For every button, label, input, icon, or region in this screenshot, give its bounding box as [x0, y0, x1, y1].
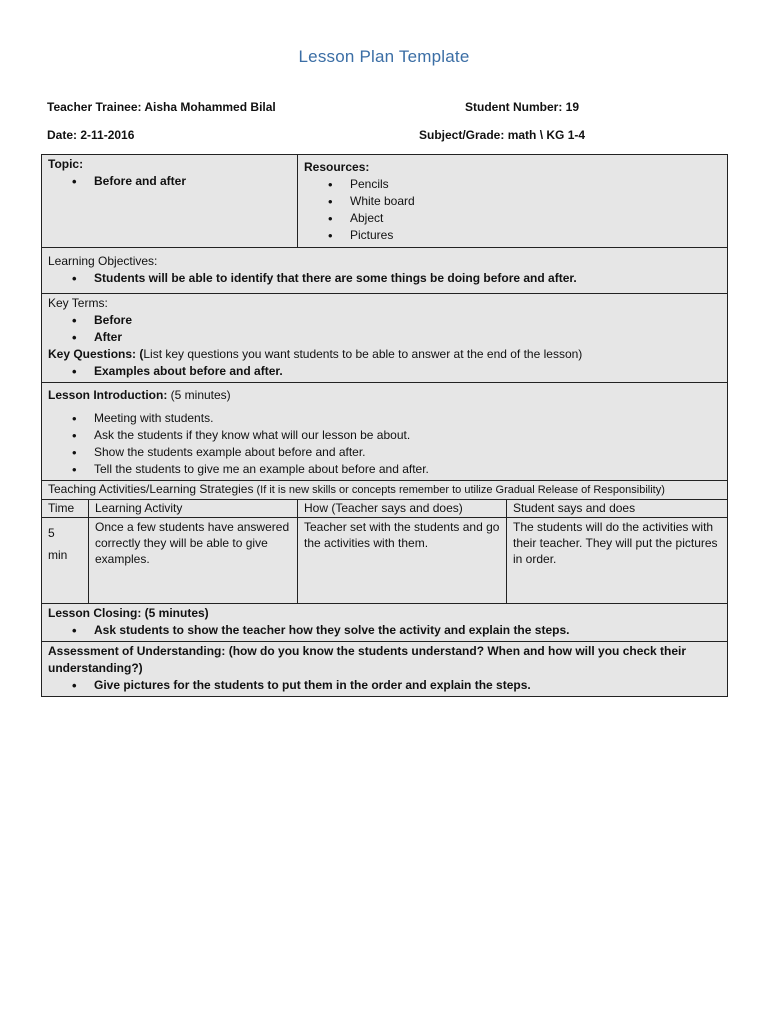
teacher-cell: Teacher set with the students and go the activities with them. [298, 518, 507, 604]
activities-header-row [42, 481, 728, 500]
activity-row [42, 518, 728, 604]
objectives-cell [42, 248, 728, 294]
resources-cell [298, 155, 728, 248]
key-terms-label: Key Terms: [48, 296, 108, 310]
key-terms-row [42, 294, 728, 383]
objectives-row [42, 248, 728, 294]
assessment-list [48, 677, 721, 694]
key-questions-list [48, 363, 721, 380]
resources-label: Resources: [304, 160, 370, 174]
list-item: • Pencils [350, 176, 721, 193]
list-item: • White board [350, 193, 721, 210]
lesson-plan-table [41, 154, 728, 697]
subject-grade: Subject/Grade: math \ KG 1-4 [419, 128, 586, 142]
list-item: • After [94, 329, 721, 346]
topic-cell [42, 155, 298, 248]
closing-row [42, 604, 728, 642]
list-item: • Show the students example about before and after. [94, 444, 721, 461]
teacher-header: How (Teacher says and does) [298, 500, 507, 518]
key-questions-note: List key questions you want students to be able to answer at the end of the lesson) [143, 347, 583, 361]
assessment-row [42, 642, 728, 697]
closing-cell [42, 604, 728, 642]
list-item: • Pictures [350, 227, 721, 244]
objectives-label: Learning Objectives: [48, 254, 158, 268]
objectives-list [48, 270, 721, 287]
page-title: Lesson Plan Template [298, 47, 470, 66]
introduction-duration: (5 minutes) [167, 388, 231, 402]
list-item: • Tell the students to give me an example about before and after. [94, 461, 721, 478]
introduction-line [48, 387, 721, 404]
list-item: • Meeting with students. [94, 410, 721, 427]
activities-note: (If it is new skills or concepts remember to utilize Gradual Release of Responsibility) [253, 484, 665, 496]
topic-list [48, 173, 291, 190]
lesson-date: Date: 2-11-2016 [47, 128, 135, 142]
introduction-row [42, 383, 728, 481]
student-header: Student says and does [507, 500, 728, 518]
closing-list [48, 622, 721, 639]
learning-activity-header: Learning Activity [89, 500, 298, 518]
list-item: • Before and after [94, 173, 291, 190]
list-item: • Ask students to show the teacher how they solve the activity and explain the steps. [94, 622, 721, 639]
student-number: Student Number: 19 [465, 100, 580, 114]
closing-label: Lesson Closing: (5 minutes) [48, 606, 209, 620]
activities-header-cell [42, 481, 728, 500]
key-questions-line [48, 346, 721, 363]
topic-label: Topic: [48, 157, 84, 171]
student-cell: The students will do the activities with their teacher. They will put the pictures in order. [507, 518, 728, 604]
introduction-cell [42, 383, 728, 481]
key-terms-cell [42, 294, 728, 383]
activities-label: Teaching Activities/Learning Strategies [48, 482, 254, 496]
teacher-trainee: Teacher Trainee: Aisha Mohammed Bilal [47, 100, 276, 114]
list-item: • Examples about before and after. [94, 363, 721, 380]
assessment-cell [42, 642, 728, 697]
list-item: • Students will be able to identify that there are some things be doing before and after. [94, 270, 721, 287]
introduction-label: Lesson Introduction: [48, 388, 168, 402]
time-header: Time [42, 500, 89, 518]
key-terms-list [48, 312, 721, 346]
assessment-label: Assessment of Understanding: (how do you know the students understand? When and how will you check their understanding?) [48, 644, 687, 675]
time-cell [42, 518, 89, 604]
topic-resources-row [42, 155, 728, 248]
learning-activity-cell: Once a few students have answered correctly they will be able to give examples. [89, 518, 298, 604]
key-questions-label: Key Questions: ( [48, 347, 144, 361]
time-value: 5 [48, 526, 55, 540]
list-item: • Abject [350, 210, 721, 227]
resources-list [304, 176, 721, 244]
activities-columns-row [42, 500, 728, 518]
list-item: • Before [94, 312, 721, 329]
introduction-list [48, 410, 721, 478]
list-item: • Ask the students if they know what will our lesson be about. [94, 427, 721, 444]
list-item: • Give pictures for the students to put them in the order and explain the steps. [94, 677, 721, 694]
time-unit: min [48, 548, 68, 562]
